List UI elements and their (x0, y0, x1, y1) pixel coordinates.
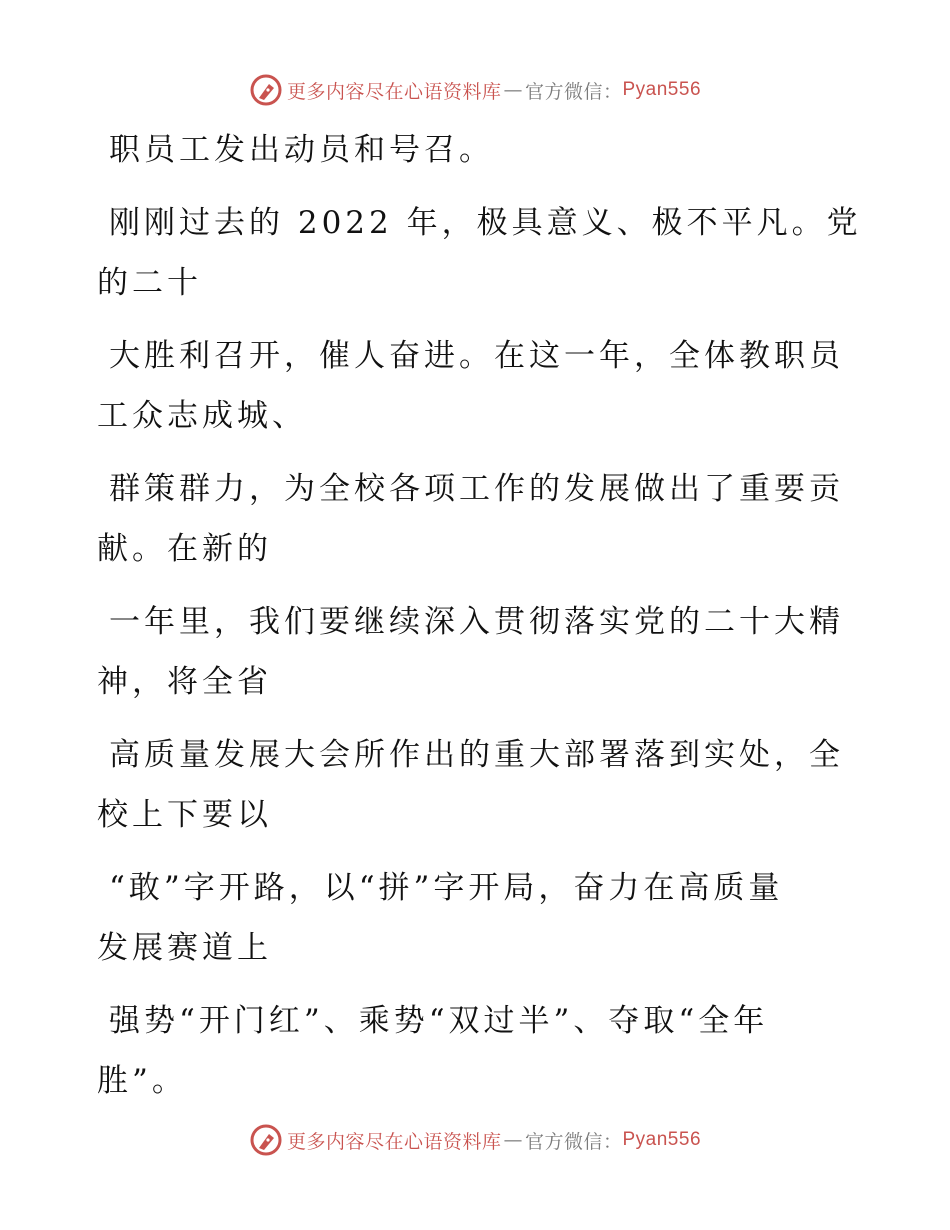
paragraph-line: 神，将全省 (97, 664, 272, 700)
watermark-label: 官方微信： (524, 80, 623, 103)
watermark-label: 官方微信： (524, 1130, 623, 1153)
paragraph (97, 459, 844, 579)
paragraph-line: 发展赛道上 (97, 930, 272, 966)
paragraph (97, 326, 844, 446)
paragraph-line: 强势“开门红”、乘势“双过半”、夺取“全年 (109, 1003, 769, 1039)
paragraph (97, 725, 844, 845)
watermark-prefix: 更多内容尽在心语资料库 (286, 1130, 502, 1153)
header-watermark (0, 70, 950, 110)
watermark-separator: — (503, 1129, 523, 1151)
paragraph-line: “敢”字开路，以“拼”字开局，奋力在高质量 (109, 870, 784, 906)
pen-nib-circle-icon (249, 73, 283, 107)
paragraph-line: 一年里，我们要继续深入贯彻落实党的二十大精 (109, 604, 844, 640)
watermark-account: Pyan556 (622, 79, 702, 100)
paragraph (97, 120, 837, 180)
paragraph-line: 胜”。 (97, 1063, 187, 1099)
paragraph (97, 858, 837, 978)
paragraph-line: 的二十 (97, 265, 202, 301)
footer-watermark (0, 1120, 950, 1160)
paragraph-line: 献。在新的 (97, 531, 272, 567)
document-body (97, 120, 862, 1124)
paragraph-line: 大胜利召开，催人奋进。在这一年，全体教职员 (109, 338, 844, 374)
paragraph-line: 工众志成城、 (97, 398, 307, 434)
watermark-prefix: 更多内容尽在心语资料库 (286, 80, 502, 103)
paragraph (97, 193, 862, 313)
paragraph-line: 刚刚过去的 2022 年，极具意义、极不平凡。党 (109, 205, 862, 241)
paragraph-line: 校上下要以 (97, 797, 272, 833)
paragraph-line: 职员工发出动员和号召。 (109, 132, 494, 168)
paragraph-line: 高质量发展大会所作出的重大部署落到实处，全 (109, 737, 844, 773)
watermark-separator: — (503, 79, 523, 101)
pen-nib-circle-icon (249, 1123, 283, 1157)
watermark-account: Pyan556 (622, 1129, 702, 1150)
paragraph-line: 群策群力，为全校各项工作的发展做出了重要贡 (109, 471, 844, 507)
paragraph (97, 592, 844, 712)
paragraph (97, 991, 837, 1111)
